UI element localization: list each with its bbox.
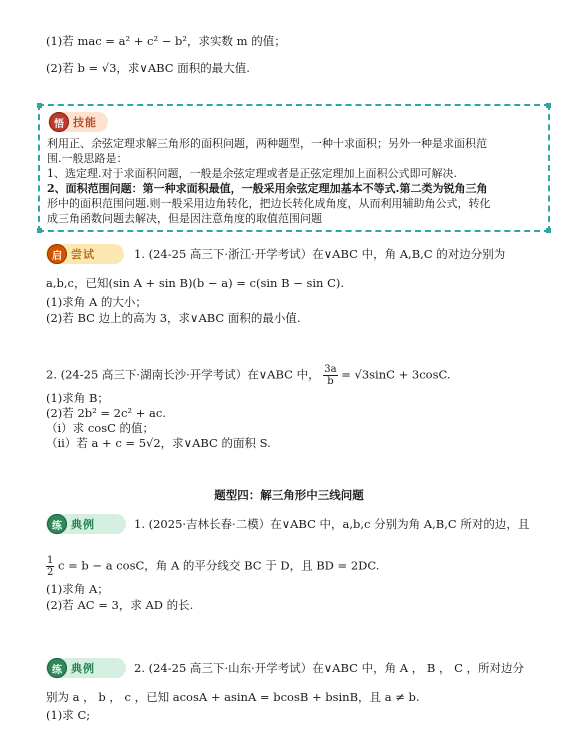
top-question-1: (1)若 mac = a² + c² − b²，求实数 m 的值；	[46, 34, 286, 48]
try-problem-2-prefix: 2. (24-25 高三下·湖南长沙·开学考试）在∨ABC 中，	[46, 367, 320, 382]
tip-box	[38, 104, 550, 232]
try-problem-1-line-1: 1. (24-25 高三下·浙江·开学考试）在∨ABC 中，角 A,B,C 的对边分别为	[134, 247, 506, 261]
try-problem-1-q1: (1)求角 A 的大小；	[46, 295, 147, 309]
example-1-q1: (1)求角 A；	[46, 582, 109, 596]
example-2-badge-label: 典例	[71, 662, 95, 675]
top-question-2: (2)若 b = √3，求∨ABC 面积的最大值.	[46, 61, 250, 75]
try-problem-2-suffix: = √3sinC + 3cosC.	[341, 367, 451, 382]
tip-line-2: 围.一般思路是：	[47, 152, 128, 165]
example-2-q1: (1)求 C;	[46, 708, 91, 722]
example-1-q2: (2)若 AC = 3，求 AD 的长.	[46, 598, 194, 612]
tip-badge-label: 技能	[73, 116, 97, 129]
example-1-badge-icon: 练	[47, 514, 67, 534]
try-badge	[46, 244, 124, 264]
example-1-line-2-text: c = b − a cosC，角 A 的平分线交 BC 于 D，且 BD = 2DC.	[58, 558, 380, 573]
tip-line-1: 利用正、余弦定理求解三角形的面积问题，两种题型，一种十求面积；另外一种是求面积范	[47, 137, 487, 150]
try-problem-2-line-1	[46, 364, 451, 387]
tip-line-6: 成三角函数问题去解决，但是因注意角度的取值范围问题	[47, 212, 322, 225]
section-title: 题型四：解三角形中三线问题	[214, 488, 364, 502]
try-problem-2-q2ii: （ii）若 a + c = 5√2，求∨ABC 的面积 S.	[46, 436, 271, 450]
fraction-numerator: 1	[47, 555, 54, 566]
fraction-numerator: 3a	[324, 364, 337, 375]
example-1-badge-label: 典例	[71, 518, 95, 531]
example-2-line-1: 2. (24-25 高三下·山东·开学考试）在∨ABC 中，角 A ， B ， C ，所对边分	[134, 661, 525, 675]
tip-badge	[48, 112, 108, 132]
tip-line-3: 1、选定理.对于求面积问题，一般是余弦定理或者是正弦定理加上面积公式即可解决.	[47, 167, 457, 180]
example-1-line-1: 1. (2025·吉林长春·二模）在∨ABC 中，a,b,c 分别为角 A,B,C 所对的边，且	[134, 517, 530, 531]
tip-badge-icon: 悟	[49, 112, 69, 132]
tip-line-4: 2、面积范围问题：第一种求面积最值，一般采用余弦定理加基本不等式.第二类为锐角三角	[47, 182, 488, 195]
try-badge-label: 尝试	[71, 248, 95, 261]
example-1-fraction	[46, 555, 54, 578]
try-problem-1-line-2: a,b,c，已知(sin A + sin B)(b − a) = c(sin B − sin C).	[46, 276, 345, 290]
try-problem-2-q2i: （i）求 cosC 的值；	[46, 421, 155, 435]
try-badge-icon: 启	[47, 244, 67, 264]
example-2-line-2: 别为 a ， b ， c ，已知 acosA + asinA = bcosB + bsinB，且 a ≠ b.	[46, 690, 420, 704]
example-1-line-2	[46, 555, 379, 578]
example-2-badge-icon: 练	[47, 658, 67, 678]
example-2-badge	[46, 658, 126, 678]
fraction-denominator: b	[327, 376, 334, 387]
try-problem-2-q1: (1)求角 B；	[46, 391, 109, 405]
try-problem-2-q2: (2)若 2b² = 2c² + ac.	[46, 406, 166, 420]
fraction-denominator: 2	[47, 567, 54, 578]
example-1-badge	[46, 514, 126, 534]
tip-line-5: 形中的面积范围问题.则一般采用边角转化，把边长转化成角度，从而利用辅助角公式，转化	[47, 197, 491, 210]
try-problem-2-fraction	[323, 364, 337, 387]
try-problem-1-q2: (2)若 BC 边上的高为 3，求∨ABC 面积的最小值.	[46, 311, 301, 325]
